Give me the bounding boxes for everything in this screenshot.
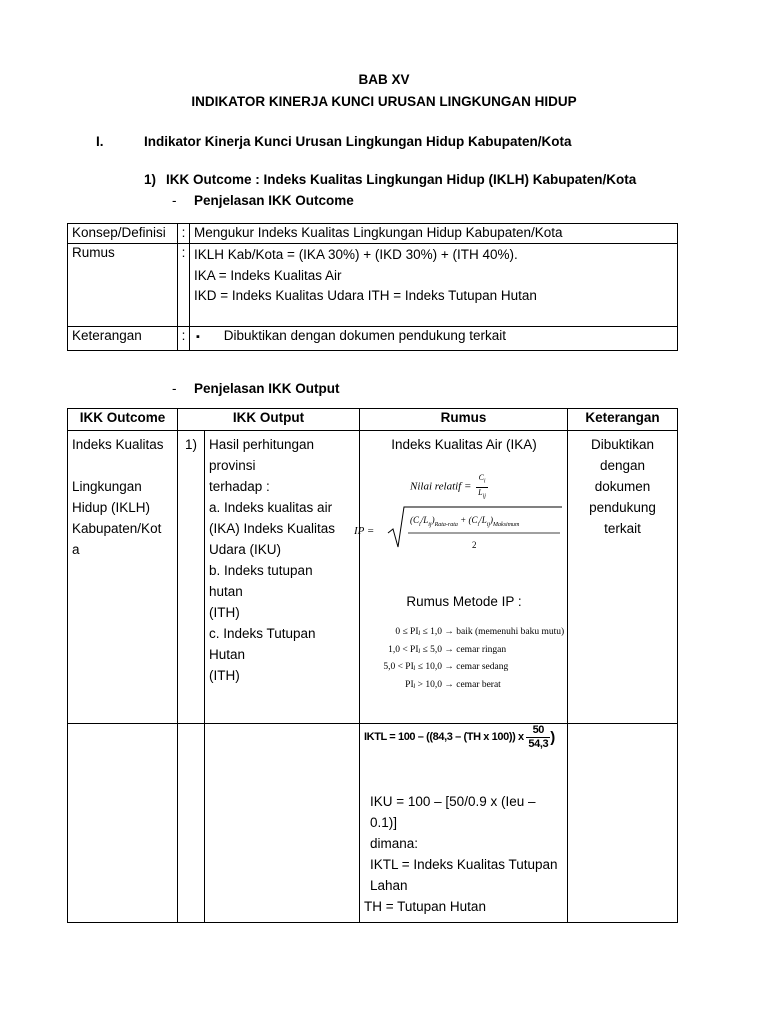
lij-sub: ij	[486, 521, 491, 528]
nilai-relatif-label: Nilai relatif =	[410, 480, 472, 493]
output-line: Udara (IKU)	[209, 542, 282, 557]
output-line: (IKA) Indeks Kualitas	[209, 521, 336, 536]
lij-sub: ij	[482, 493, 486, 500]
rule-result: → baik (memenuhi baku mutu)	[444, 627, 565, 637]
colon: :	[178, 244, 190, 327]
output-line: c. Indeks Tutupan	[209, 626, 316, 641]
rule-result: → cemar sedang	[444, 662, 509, 672]
row-value	[190, 327, 678, 351]
empty-cell	[178, 724, 205, 923]
table-row	[68, 224, 678, 244]
output-line: terhadap :	[209, 479, 270, 494]
colon: :	[178, 327, 190, 351]
iktl-close: )	[550, 729, 555, 746]
output-line: hutan	[209, 584, 243, 599]
output-line: a. Indeks kualitas air	[209, 500, 333, 515]
row-label: Rumus	[68, 244, 178, 327]
header-ikk-outcome: IKK Outcome	[68, 409, 178, 431]
output-line: b. Indeks tutupan	[209, 563, 313, 578]
maksimum-sub: Maksimum	[493, 521, 520, 528]
bullet-icon: ▪	[196, 331, 200, 343]
ci-sub: i	[419, 521, 421, 528]
outcome-line: a	[72, 542, 80, 557]
rule-condition: 5,0 < PIⱼ ≤ 10,0	[383, 662, 442, 672]
iku-line: 0.1)]	[370, 815, 398, 830]
formula-line: IKA = Indeks Kualitas Air	[194, 267, 342, 283]
iktl-formula	[364, 724, 555, 751]
iktl-denominator: 54,3	[528, 738, 549, 750]
metode-ip-title: Rumus Metode IP :	[406, 594, 522, 609]
iku-line: IKU = 100 – [50/0.9 x (Ieu –	[370, 794, 536, 809]
iktl-formula-left: IKTL = 100 – ((84,3 – (TH x 100)) x	[364, 731, 524, 743]
sub-number: 1)	[144, 172, 157, 187]
ci-symbol: C	[471, 515, 478, 525]
rule-condition: 0 ≤ PIⱼ ≤ 1,0	[395, 627, 442, 637]
ip-numerator: $(C_i/L_{ij})_{Rata-rata} + (C_i/L_{ij})_{Maksimum}$	[410, 515, 520, 528]
output-table	[67, 408, 678, 923]
iku-definitions	[360, 791, 564, 917]
nilai-relatif-formula	[410, 473, 488, 501]
outcome-definition-table	[67, 223, 678, 351]
iku-line: IKTL = Indeks Kualitas Tutupan	[370, 857, 558, 872]
rumus-cell	[354, 431, 568, 724]
keterangan-line: terkait	[604, 521, 641, 536]
output-line: (ITH)	[209, 668, 240, 683]
ip-rule	[368, 642, 564, 660]
output-line: Hasil perhitungan	[209, 437, 315, 452]
keterangan-line: Dibuktikan	[590, 437, 655, 452]
empty-cell	[568, 724, 678, 923]
keterangan-line: dokumen	[594, 479, 651, 494]
ci-symbol: C	[413, 515, 420, 525]
section-title: Indikator Kinerja Kunci Urusan Lingkungan Hidup Kabupaten/Kota	[144, 134, 572, 149]
rule-condition: 1,0 < PIⱼ ≤ 5,0	[388, 644, 442, 655]
outcome-line: Lingkungan	[72, 479, 142, 494]
penjelasan-output-heading: Penjelasan IKK Output	[194, 381, 340, 396]
ci-symbol: C	[478, 473, 484, 482]
iku-line: dimana:	[370, 836, 419, 851]
output-cell	[205, 431, 360, 724]
ika-title: Indeks Kualitas Air (IKA)	[391, 437, 537, 452]
iku-line: Lahan	[370, 878, 408, 893]
ci-sub: i	[477, 521, 480, 528]
ip-denominator: 2	[472, 540, 477, 550]
header-rumus: Rumus	[360, 409, 568, 431]
lij-symbol: L	[481, 515, 487, 525]
row-value	[190, 244, 678, 327]
ip-rule	[368, 659, 564, 677]
rule-result: → cemar ringan	[444, 644, 507, 655]
dash-marker: -	[172, 381, 177, 396]
outcome-line	[72, 455, 173, 476]
keterangan-cell	[568, 431, 678, 724]
lij-symbol: L	[478, 487, 483, 497]
output-line: (ITH)	[209, 605, 240, 620]
lij-symbol: L	[423, 515, 429, 525]
dash-marker: -	[172, 193, 177, 208]
row-label: Keterangan	[68, 327, 178, 351]
row-value: Mengukur Indeks Kualitas Lingkungan Hidup Kabupaten/Kota	[190, 224, 678, 244]
iktl-numerator: 50	[526, 724, 550, 738]
ip-rule	[368, 677, 564, 695]
iku-line: TH = Tutupan Hutan	[364, 899, 486, 914]
keterangan-line: pendukung	[589, 500, 656, 515]
rule-condition: PIⱼ > 10,0	[405, 679, 442, 690]
header-keterangan: Keterangan	[568, 409, 678, 431]
table-row	[68, 724, 678, 923]
ip-label: IP =	[354, 525, 375, 537]
item-number: 1)	[178, 431, 205, 724]
keterangan-line: dengan	[599, 458, 646, 473]
rule-result: → cemar berat	[444, 679, 501, 690]
outcome-line: Kabupaten/Kot	[72, 521, 162, 536]
output-line: Hutan	[209, 647, 246, 662]
chapter-label: BAB XV	[358, 72, 410, 87]
sub-title: IKK Outcome : Indeks Kualitas Lingkungan Hidup (IKLH) Kabupaten/Kota	[166, 172, 637, 187]
penjelasan-outcome-heading: Penjelasan IKK Outcome	[194, 193, 354, 208]
formula-line: IKD = Indeks Kualitas Udara ITH = Indeks Tutupan Hutan	[194, 288, 537, 303]
table-row	[68, 244, 678, 327]
header-row	[68, 409, 678, 431]
outcome-line: Hidup (IKLH)	[72, 500, 151, 515]
outcome-cell	[68, 431, 178, 724]
lij-sub: ij	[428, 521, 432, 528]
rata-rata-sub: Rata-rata	[434, 521, 458, 528]
header-ikk-output: IKK Output	[178, 409, 360, 431]
ip-rules-list	[368, 624, 564, 694]
ip-rule	[368, 624, 564, 642]
ci-sub: i	[483, 478, 486, 485]
row-label: Konsep/Definisi	[68, 224, 178, 244]
table-row	[68, 431, 678, 724]
table-row	[68, 327, 678, 351]
colon: :	[178, 224, 190, 244]
empty-cell	[68, 724, 178, 923]
chapter-title: INDIKATOR KINERJA KUNCI URUSAN LINGKUNGAN HIDUP	[191, 94, 577, 109]
outcome-line: Indeks Kualitas	[72, 437, 164, 452]
section-number: I.	[96, 134, 104, 149]
output-line: provinsi	[209, 458, 256, 473]
empty-cell	[205, 724, 360, 923]
bullet-text: Dibuktikan dengan dokumen pendukung terkait	[223, 328, 506, 343]
ip-formula	[354, 521, 374, 542]
rumus-cell-2	[360, 724, 568, 923]
formula-line: IKLH Kab/Kota = (IKA 30%) + (IKD 30%) + (ITH 40%).	[194, 247, 518, 262]
